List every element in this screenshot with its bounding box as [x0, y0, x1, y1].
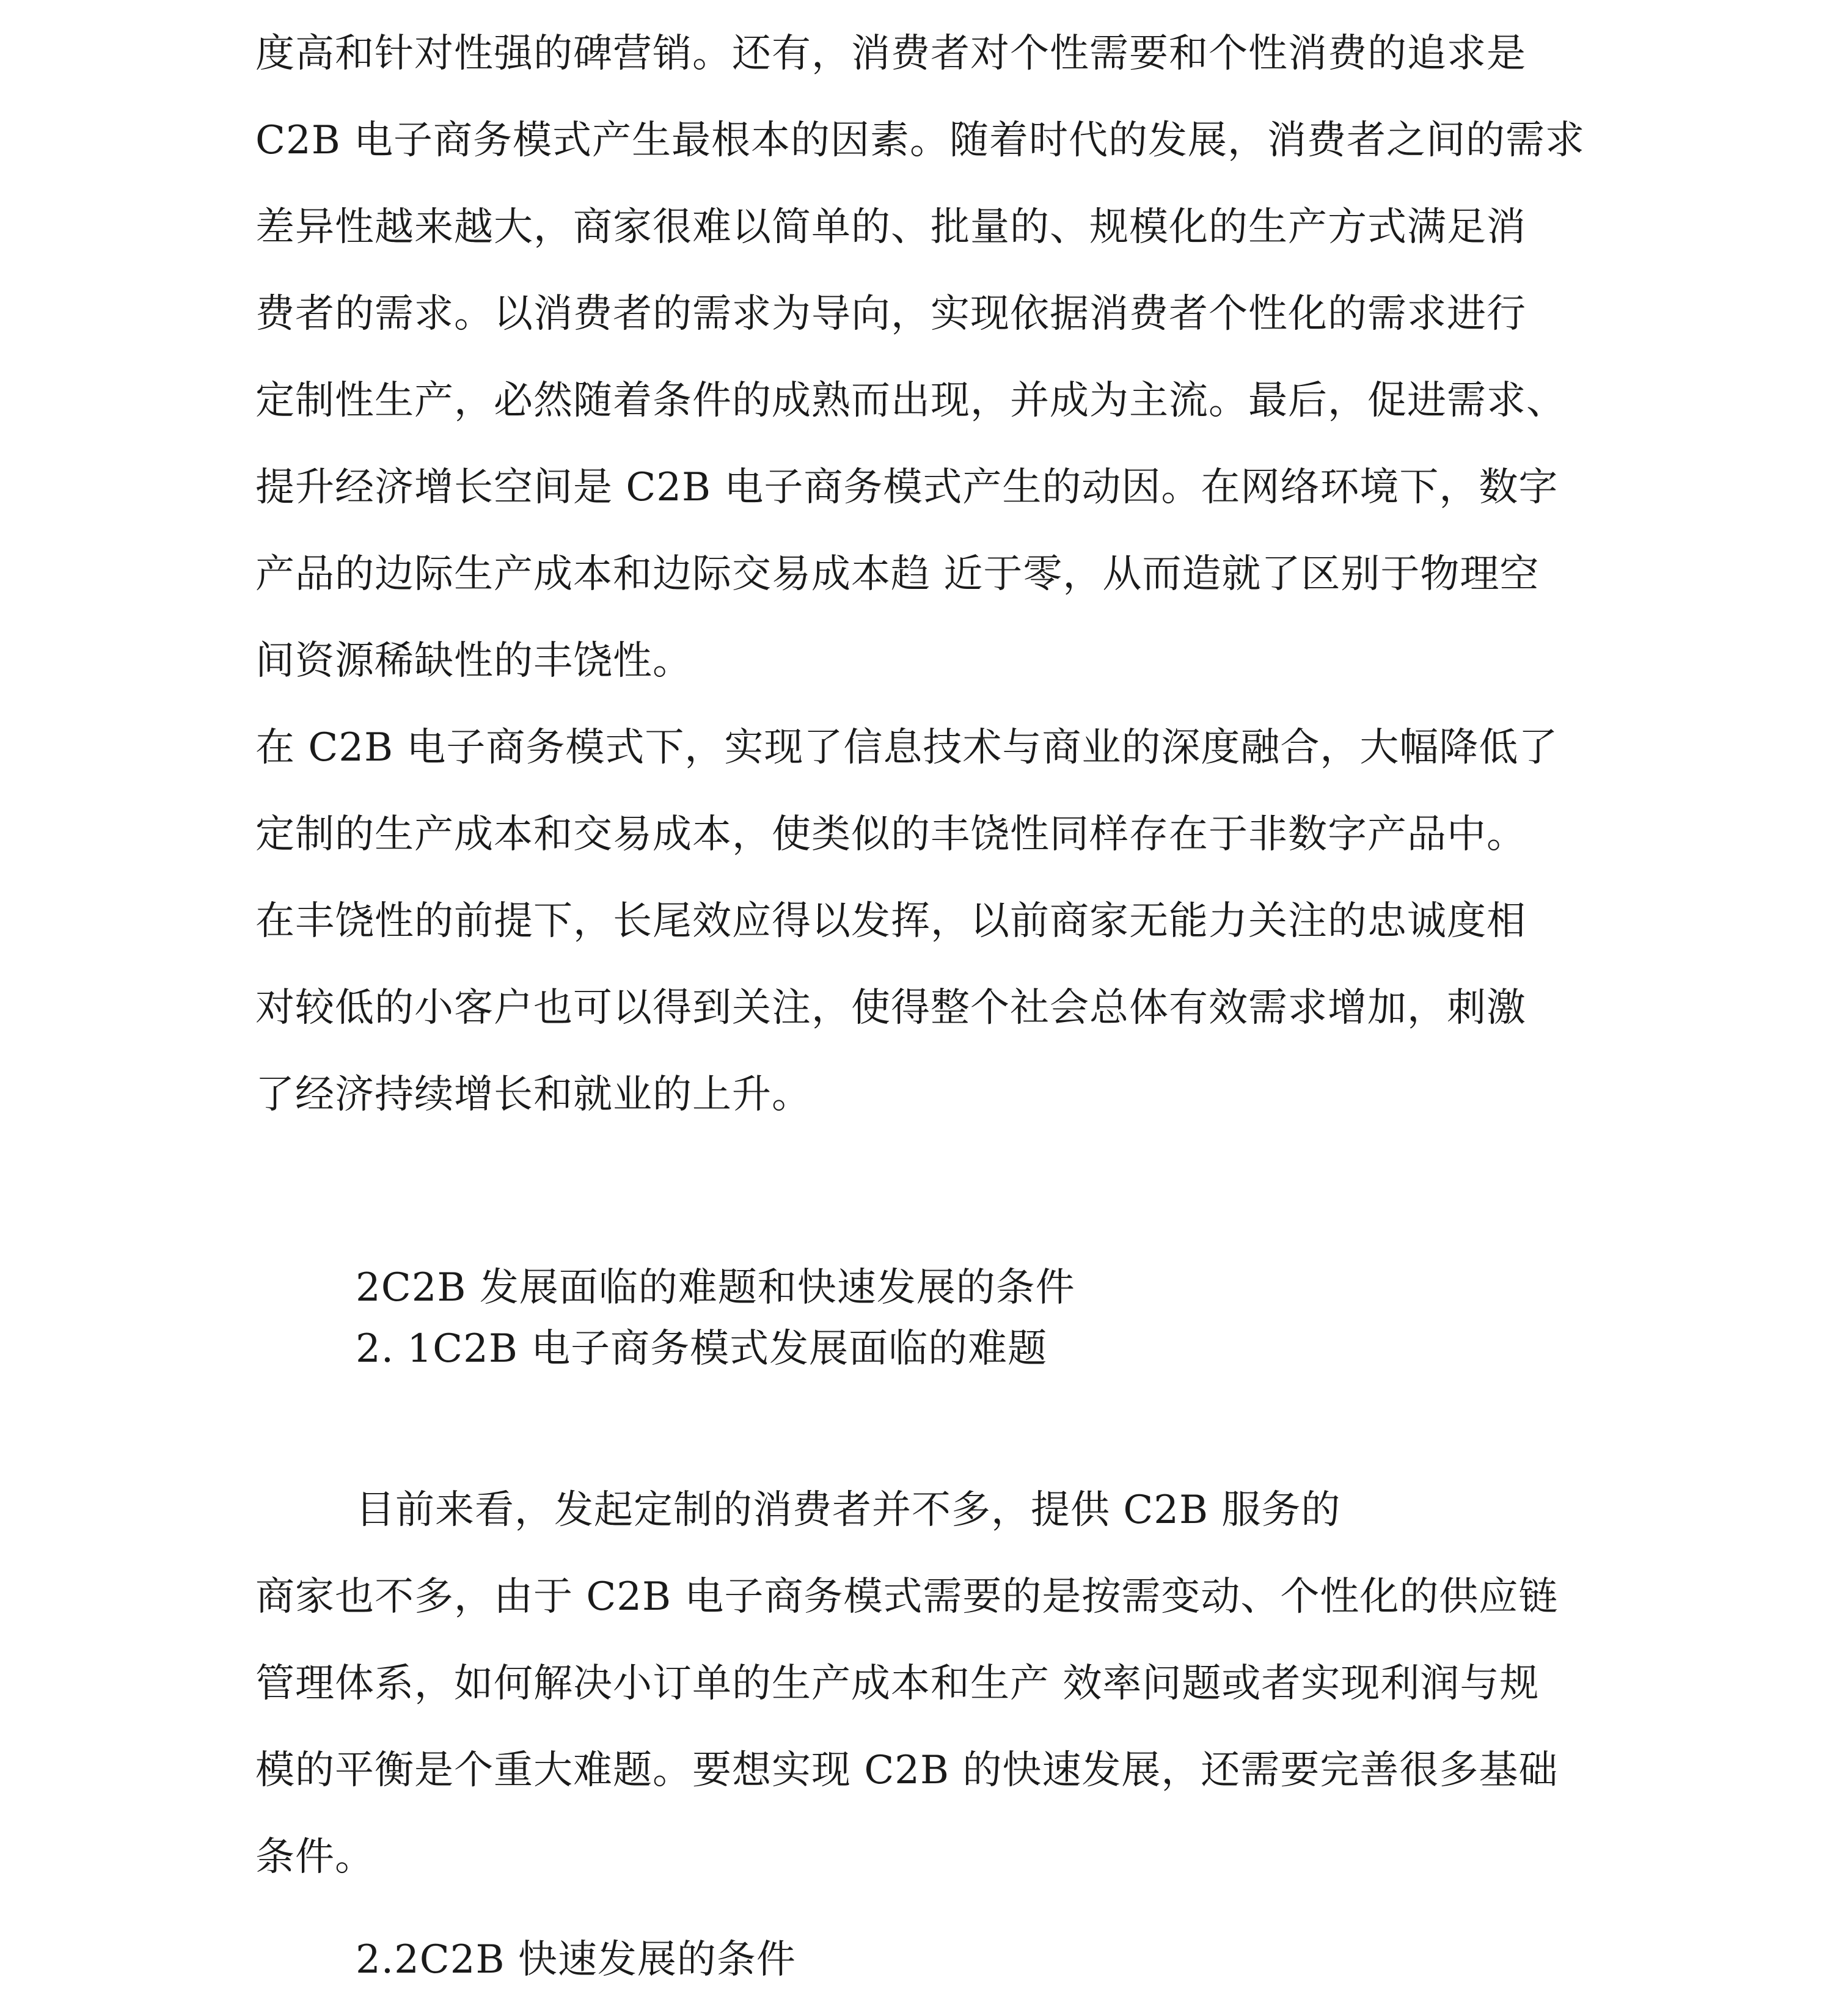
paragraph-line: C2B 电子商务模式产生最根本的因素。随着时代的发展，消费者之间的需求: [255, 118, 1585, 163]
paragraph-line: 在丰饶性的前提下，长尾效应得以发挥，以前商家无能力关注的忠诚度相: [255, 899, 1526, 944]
paragraph-line: 模的平衡是个重大难题。要想实现 C2B 的快速发展，还需要完善很多基础: [255, 1748, 1559, 1793]
paragraph-line: 目前来看，发起定制的消费者并不多，提供 C2B 服务的: [356, 1488, 1341, 1533]
paragraph-line: 管理体系，如何解决小订单的生产成本和生产 效率问题或者实现利润与规: [255, 1661, 1540, 1706]
paragraph-line: 度高和针对性强的碑营销。还有，消费者对个性需要和个性消费的追求是: [255, 31, 1526, 76]
paragraph-line: 产品的边际生产成本和边际交易成本趋 近于零，从而造就了区别于物理空: [255, 552, 1540, 597]
paragraph-line: 条件。: [255, 1835, 375, 1880]
paragraph-line: 定制的生产成本和交易成本，使类似的丰饶性同样存在于非数字产品中。: [255, 812, 1526, 857]
paragraph-line: 了经济持续增长和就业的上升。: [255, 1072, 811, 1117]
paragraph-line: 商家也不多，由于 C2B 电子商务模式需要的是按需变动、个性化的供应链: [255, 1574, 1559, 1620]
paragraph-line: 定制性生产，必然随着条件的成熟而出现，并成为主流。最后，促进需求、: [255, 378, 1566, 423]
paragraph-line: 差异性越来越大，商家很难以简单的、批量的、规模化的生产方式满足消: [255, 205, 1526, 250]
paragraph-line: 费者的需求。以消费者的需求为导向，实现依据消费者个性化的需求进行: [255, 291, 1526, 337]
paragraph-line: 提升经济增长空间是 C2B 电子商务模式产生的动因。在网络环境下，数字: [255, 465, 1559, 510]
section-heading-2-1: 2. 1C2B 电子商务模式发展面临的难题: [356, 1326, 1048, 1371]
paragraph-line: 在 C2B 电子商务模式下，实现了信息技术与商业的深度融合，大幅降低了: [255, 725, 1559, 770]
paragraph-line: 间资源稀缺性的丰饶性。: [255, 638, 692, 684]
section-heading-2: 2C2B 发展面临的难题和快速发展的条件: [356, 1265, 1075, 1310]
paragraph-line: 对较低的小客户也可以得到关注，使得整个社会总体有效需求增加，刺激: [255, 985, 1526, 1031]
section-heading-2-2: 2.2C2B 快速发展的条件: [356, 1937, 796, 1982]
